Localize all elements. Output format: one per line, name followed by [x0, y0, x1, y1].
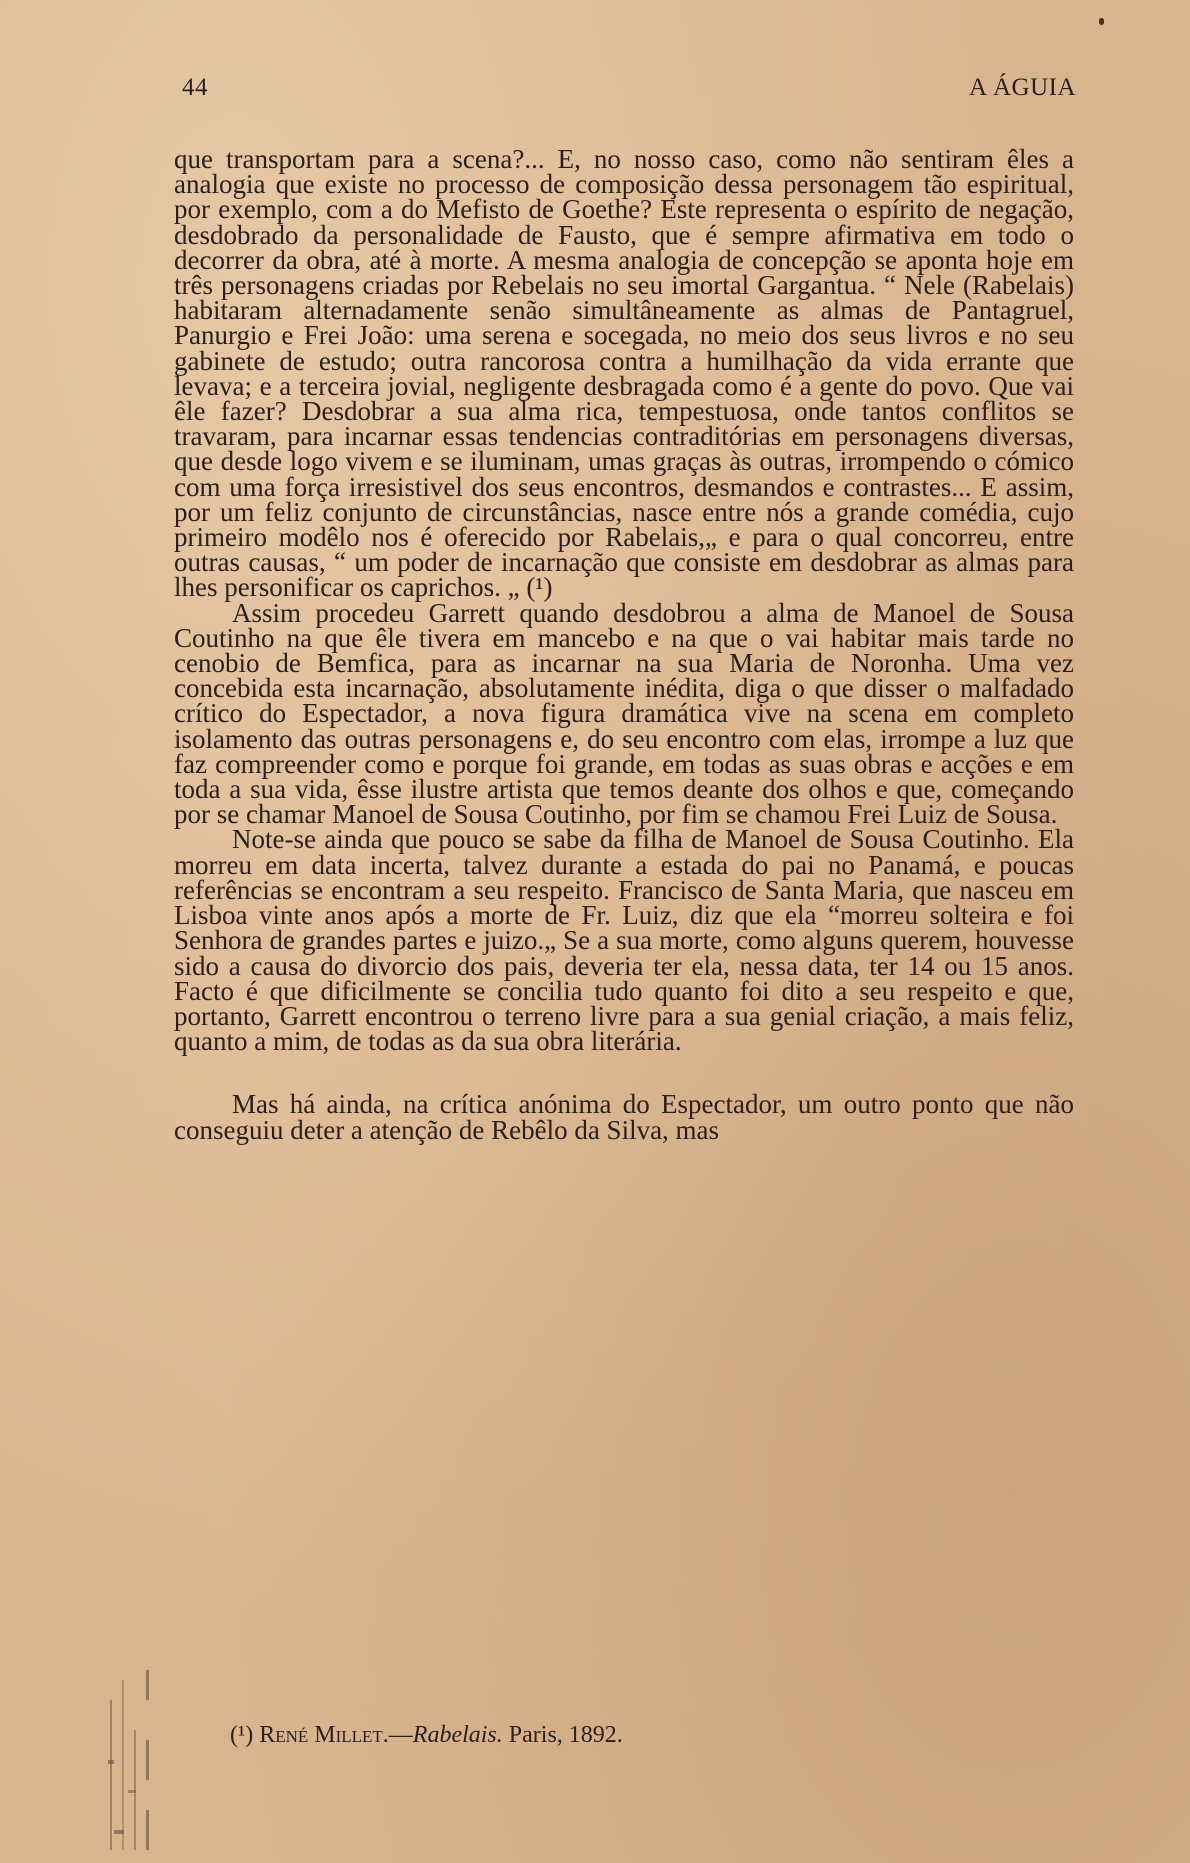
binding-specks — [100, 1640, 176, 1860]
footnote — [230, 1721, 1070, 1749]
footnote-place-year: Paris, 1892. — [508, 1722, 623, 1748]
footnote-dash: — — [388, 1722, 413, 1748]
ink-speck — [1099, 18, 1104, 25]
page-number: 44 — [182, 74, 208, 101]
footnote-work-title: Rabelais. — [412, 1722, 503, 1748]
paragraph-3: Note-se ainda que pouco se sabe da filha de Manoel de Sousa Coutinho. Ela morreu em data incerta, talvez durante a estada do pai no Panamá, e poucas referências se encontram a seu respeito. Francisco de Santa Maria, que nasceu em Lisboa vinte anos após a morte de Fr. Luiz, diz que ela “morreu solteira e foi Senhora de grandes partes e juizo.„ Se a sua morte, como alguns querem, houvesse sido a causa do divorcio dos pais, deveria ter ela, nessa data, ter 14 ou 15 anos. Facto é que dificilmente se concilia tudo quanto foi dito a seu respeito e que, portanto, Garrett encontrou o terreno livre para a sua genial criação, a mais feliz, quanto a mim, de todas as da sua obra literária. — [174, 824, 1074, 1057]
journal-title: A ÁGUIA — [969, 74, 1076, 101]
footnote-author: René Millet. — [259, 1722, 389, 1748]
paragraph-1: que transportam para a scena?... E, no nosso caso, como não sentiram êles a analogia que existe no processo de composição dessa personagem tão espiritual, por exemplo, com a do Mefisto de Goethe? Este representa o espírito de negação, desdobrado da personalidade de Fausto, que é sempre afirmativa em todo o decorrer da obra, até à morte. A mesma analogia de concepção se aponta hoje em três personagens criadas por Rebelais no seu imortal Gargantua. “ Nele (Rabelais) habitaram alternadamente senão simultâneamente as almas de Pantagruel, Panurgio e Frei João: uma serena e socegada, no meio dos seus livros e no seu gabinete de estudo; outra rancorosa contra a humilhação da vida errante que levava; e a terceira jovial, negligente desbragada como é a gente do povo. Que vai êle fazer? Desdobrar a sua alma rica, tempestuosa, onde tantos conflitos se travaram, para incarnar essas tendencias contraditórias em personagens diversas, que desde logo vivem e se iluminam, umas graças às outras, irrompendo o cómico com uma força irresistivel dos seus encontros, desmandos e contrastes... E assim, por um feliz conjunto de circunstâncias, nasce entre nós a grande comédia, cujo primeiro modêlo nos é oferecido por Rabelais,„ e para o qual concorreu, entre outras causas, “ um poder de incarnação que consiste em desdobrar as almas para lhes personificar os caprichos. „ (¹) — [174, 144, 1074, 603]
paragraph-2: Assim procedeu Garrett quando desdobrou a alma de Manoel de Sousa Coutinho na que êle tivera em mancebo e na que o vai habitar mais tarde no cenobio de Bemfica, para as incarnar na sua Maria de Noronha. Uma vez concebida esta incarnação, absolutamente inédita, diga o que disser o malfadado crítico do Espectador, a nova figura dramática vive na scena em completo isolamento das outras personagens e, do seu encontro com elas, irrompe a luz que faz compreender como e porque foi grande, em todas as suas obras e acções e em toda a sua vida, êsse ilustre artista que temos deante dos olhos e que, começando por se chamar Manoel de Sousa Coutinho, por fim se chamou Frei Luiz de Sousa. — [174, 597, 1074, 830]
running-head — [176, 74, 1076, 114]
paragraph-4: Mas há ainda, na crítica anónima do Espectador, um outro ponto que não conseguiu deter a atenção de Rebêlo da Silva, mas — [174, 1089, 1074, 1145]
footnote-marker: (¹) — [230, 1722, 254, 1748]
paragraph-gap — [174, 1054, 1074, 1092]
body-text — [174, 144, 1074, 1145]
